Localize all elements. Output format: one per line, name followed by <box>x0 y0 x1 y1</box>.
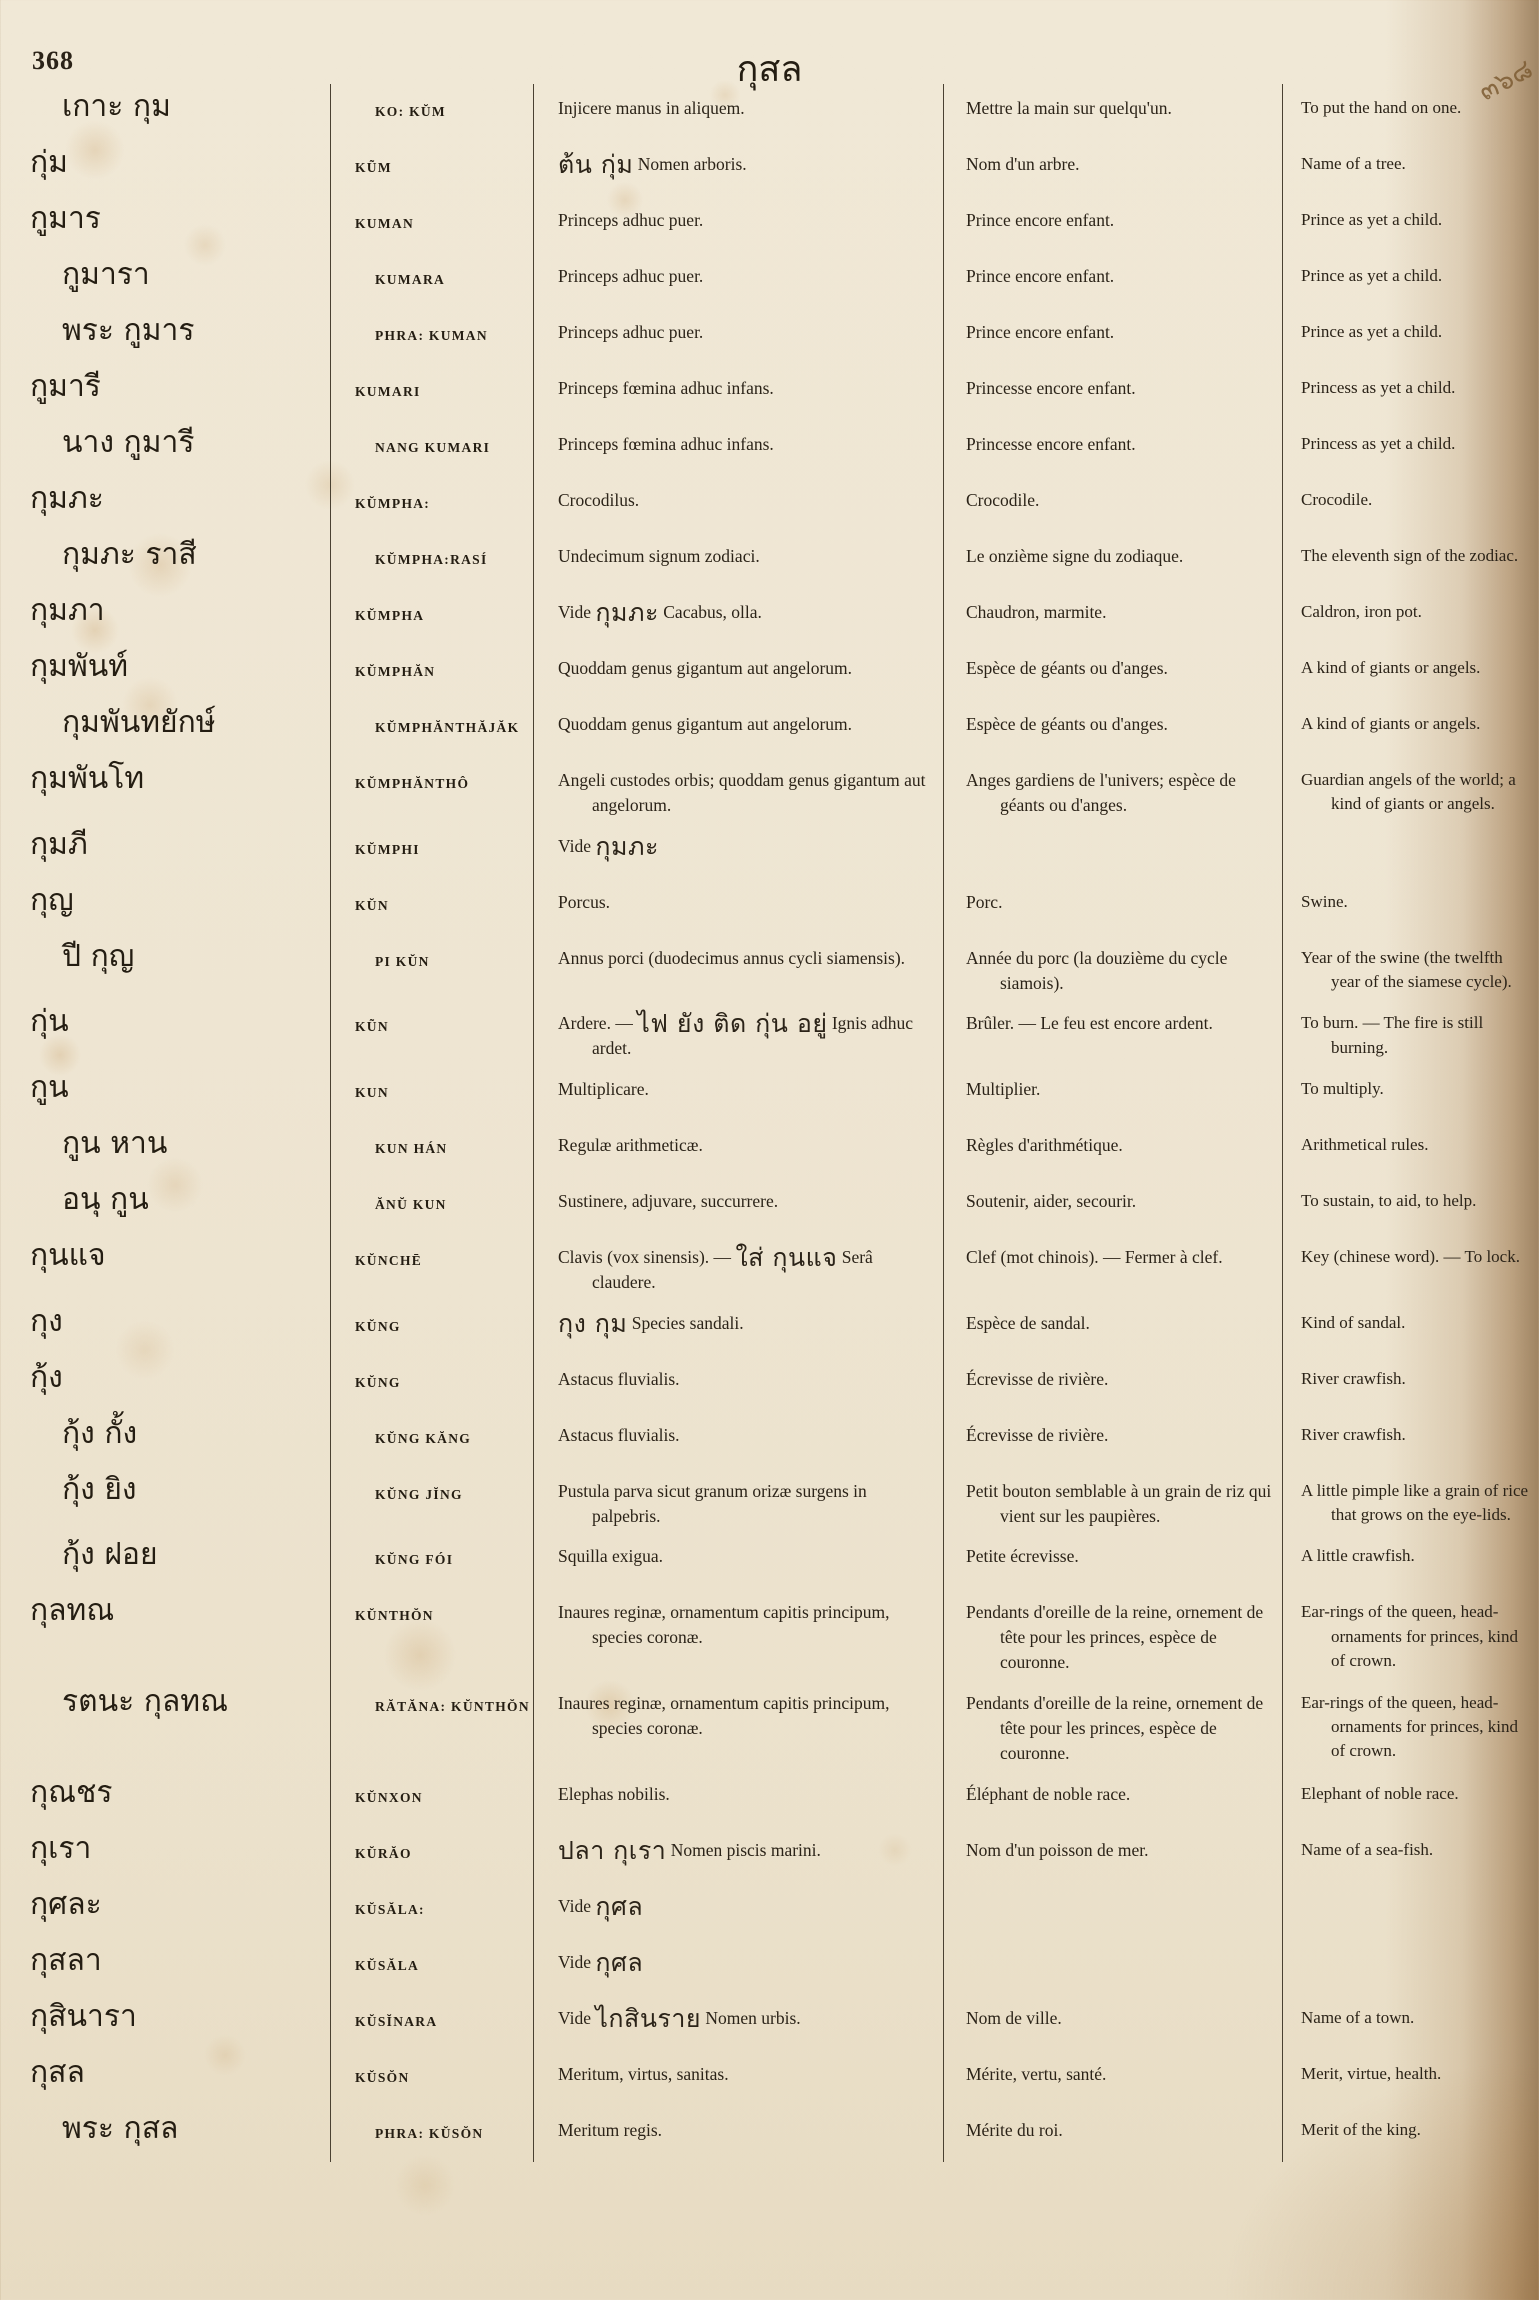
english-definition: Prince as yet a child. <box>1282 196 1539 252</box>
latin-definition <box>533 878 943 934</box>
romanization: KO: KŬM <box>330 84 533 140</box>
dict-row <box>0 1233 1539 1299</box>
romanization: PI KŬN <box>330 934 533 1000</box>
dict-row <box>0 1994 1539 2050</box>
french-definition: Mérite du roi. <box>943 2106 1282 2162</box>
latin-text: Vide <box>558 602 596 622</box>
dict-row <box>0 308 1539 364</box>
english-definition: A little crawfish. <box>1282 1532 1539 1588</box>
latin-definition <box>533 252 943 308</box>
thai-headword: ปี กุญ <box>62 938 135 974</box>
romanization: KŬMPHA: <box>330 476 533 532</box>
latin-text: Ignis adhuc ardet. <box>592 1013 914 1059</box>
latin-text: Vide <box>558 1895 596 1916</box>
french-definition: Écrevisse de rivière. <box>943 1355 1282 1411</box>
thai-headword: กุมพันทยักษ์ <box>62 705 216 740</box>
latin-text: Squilla exigua. <box>558 1546 663 1567</box>
latin-text: Porcus. <box>558 891 611 912</box>
french-definition: Écrevisse de rivière. <box>943 1411 1282 1467</box>
french-definition: Espèce de géants ou d'anges. <box>943 700 1282 756</box>
latin-definition <box>533 196 943 252</box>
dict-row <box>0 934 1539 1000</box>
thai-headword: กุญ <box>30 882 74 918</box>
dict-row <box>0 140 1539 196</box>
latin-definition <box>533 700 943 756</box>
latin-text: Clavis (vox sinensis). — <box>558 1247 736 1268</box>
thai-headword: กุ้ง <box>30 1359 63 1395</box>
dict-row <box>0 2050 1539 2106</box>
french-definition: Pendants d'oreille de la reine, ornement de tête pour les princes, espèce de couronne. <box>943 1679 1282 1770</box>
latin-definition <box>533 532 943 588</box>
page-title: กุสล <box>736 49 803 90</box>
latin-definition <box>533 1938 943 1994</box>
romanization: KŬSĂLA: <box>330 1882 533 1938</box>
thai-inline-text: ใส่ กุนแจ <box>735 1243 838 1273</box>
handwritten-folio: ๓๖๘ <box>1473 53 1538 108</box>
english-definition: Merit, virtue, health. <box>1282 2050 1539 2106</box>
romanization: KUN <box>330 1065 533 1121</box>
french-definition: Brûler. — Le feu est encore ardent. <box>943 999 1282 1065</box>
english-definition: A kind of giants or angels. <box>1282 700 1539 756</box>
latin-text: Annus porci (duodecimus annus cycli siamensis). <box>558 947 906 968</box>
latin-text: Vide <box>558 2007 596 2028</box>
french-definition: Petit bouton semblable à un grain de riz qui vient sur les paupières. <box>943 1467 1282 1533</box>
latin-text: Meritum regis. <box>558 2119 663 2140</box>
english-definition: A kind of giants or angels. <box>1282 644 1539 700</box>
latin-text: Princeps fœmina adhuc infans. <box>558 434 774 454</box>
latin-text: Angeli custodes orbis; quoddam genus gigantum aut angelorum. <box>558 770 926 815</box>
thai-inline-text: ไฟ ยัง ติด กุ่น อยู่ <box>637 1009 828 1039</box>
english-definition: Prince as yet a child. <box>1282 252 1539 308</box>
english-definition: River crawfish. <box>1282 1411 1539 1467</box>
thai-headword: กุมภี <box>30 826 88 862</box>
latin-text: Cacabus, olla. <box>658 602 762 622</box>
latin-text: Astacus fluvialis. <box>558 1368 680 1389</box>
thai-headword: กุลทณ <box>30 1593 115 1629</box>
latin-text: Inaures reginæ, ornamentum capitis principum, species coronæ. <box>558 1602 890 1648</box>
latin-text: Sustinere, adjuvare, succurrere. <box>558 1191 779 1212</box>
latin-text: Undecimum signum zodiaci. <box>558 546 760 566</box>
thai-headword: กุง <box>30 1303 63 1339</box>
french-definition: Crocodile. <box>943 476 1282 532</box>
thai-headword: กุ่ม <box>30 145 68 180</box>
latin-text: Vide <box>558 835 596 856</box>
thai-headword: กุ่น <box>30 1004 69 1040</box>
latin-text: Serâ claudere. <box>592 1247 873 1292</box>
french-definition <box>943 1882 1282 1938</box>
french-definition: Mettre la main sur quelqu'un. <box>943 84 1282 140</box>
dict-row <box>0 1411 1539 1467</box>
french-definition: Porc. <box>943 878 1282 934</box>
latin-definition <box>533 1770 943 1826</box>
dict-row <box>0 532 1539 588</box>
french-definition: Petite écrevisse. <box>943 1532 1282 1588</box>
latin-text: Princeps fœmina adhuc infans. <box>558 378 774 398</box>
thai-headword: กุนแจ <box>30 1238 106 1274</box>
english-definition: Year of the swine (the twelfth year of the siamese cycle). <box>1282 934 1539 1000</box>
latin-definition <box>533 1233 943 1299</box>
latin-definition <box>533 1121 943 1177</box>
latin-text: Princeps adhuc puer. <box>558 322 704 342</box>
french-definition: Espèce de géants ou d'anges. <box>943 644 1282 700</box>
dict-row <box>0 364 1539 420</box>
latin-definition <box>533 2050 943 2106</box>
dict-row <box>0 1882 1539 1938</box>
latin-definition <box>533 1882 943 1938</box>
thai-inline-text: กุศล <box>595 1947 644 1977</box>
latin-definition <box>533 84 943 140</box>
dict-row <box>0 878 1539 934</box>
english-definition: Guardian angels of the world; a kind of giants or angels. <box>1282 756 1539 822</box>
romanization: KŬMPHA <box>330 588 533 644</box>
dict-row <box>0 84 1539 140</box>
romanization: KŬMPHĂNTHÔ <box>330 756 533 822</box>
french-definition: Année du porc (la douzième du cycle siamois). <box>943 934 1282 1000</box>
romanization: KŬRĂO <box>330 1826 533 1882</box>
french-definition: Espèce de sandal. <box>943 1299 1282 1355</box>
english-definition: Crocodile. <box>1282 476 1539 532</box>
french-definition: Clef (mot chinois). — Fermer à clef. <box>943 1233 1282 1299</box>
dict-row <box>0 2106 1539 2162</box>
french-definition: Anges gardiens de l'univers; espèce de géants ou d'anges. <box>943 756 1282 822</box>
french-definition: Nom d'un arbre. <box>943 140 1282 196</box>
thai-headword: กูน <box>30 1070 69 1106</box>
latin-definition <box>533 934 943 1000</box>
french-definition: Éléphant de noble race. <box>943 1770 1282 1826</box>
latin-definition <box>533 999 943 1065</box>
latin-definition <box>533 308 943 364</box>
dict-row <box>0 1770 1539 1826</box>
romanization: KŬNG <box>330 1355 533 1411</box>
latin-definition <box>533 1826 943 1882</box>
french-definition <box>943 1938 1282 1994</box>
romanization: NANG KUMARI <box>330 420 533 476</box>
english-definition: Kind of sandal. <box>1282 1299 1539 1355</box>
latin-definition <box>533 1355 943 1411</box>
latin-text: Princeps adhuc puer. <box>558 210 704 230</box>
latin-definition <box>533 644 943 700</box>
thai-inline-text: กุศล <box>595 1891 644 1921</box>
dict-row <box>0 1355 1539 1411</box>
latin-definition <box>533 1532 943 1588</box>
latin-definition <box>533 1177 943 1233</box>
french-definition: Princesse encore enfant. <box>943 364 1282 420</box>
thai-headword: กูมาร <box>30 201 101 236</box>
thai-headword: กุมภะ <box>30 481 104 516</box>
dict-row <box>0 588 1539 644</box>
french-definition: Soutenir, aider, secourir. <box>943 1177 1282 1233</box>
romanization: KŨM <box>330 140 533 196</box>
romanization: KUMARA <box>330 252 533 308</box>
thai-headword: กูมารา <box>62 257 150 292</box>
thai-headword: กุสล <box>30 2054 85 2090</box>
thai-inline-text: กุง กุม <box>558 1308 628 1338</box>
thai-inline-text: ปลา กุเรา <box>558 1835 667 1865</box>
romanization: KŬMPHĂN <box>330 644 533 700</box>
french-definition: Pendants d'oreille de la reine, ornement de tête pour les princes, espèce de couronne. <box>943 1588 1282 1679</box>
english-definition: Ear-rings of the queen, head-ornaments for princes, kind of crown. <box>1282 1679 1539 1770</box>
thai-headword: กูน หาน <box>62 1126 168 1162</box>
thai-headword: กุมพันท์ <box>30 649 128 684</box>
romanization: KŬNG KĂNG <box>330 1411 533 1467</box>
dict-row <box>0 420 1539 476</box>
english-definition: Ear-rings of the queen, head-ornaments for princes, kind of crown. <box>1282 1588 1539 1679</box>
dict-row <box>0 1467 1539 1533</box>
romanization: ĂNŬ KUN <box>330 1177 533 1233</box>
latin-definition <box>533 588 943 644</box>
english-definition: Merit of the king. <box>1282 2106 1539 2162</box>
latin-text: Vide <box>558 1951 596 1972</box>
english-definition: To put the hand on one. <box>1282 84 1539 140</box>
latin-definition <box>533 140 943 196</box>
french-definition: Nom d'un poisson de mer. <box>943 1826 1282 1882</box>
romanization: KŬSŎN <box>330 2050 533 2106</box>
romanization: KŬNG JĬNG <box>330 1467 533 1533</box>
romanization: KŬNG FÓI <box>330 1532 533 1588</box>
french-definition: Le onzième signe du zodiaque. <box>943 532 1282 588</box>
thai-headword: กุ้ง กั้ง <box>62 1415 138 1451</box>
latin-text: Elephas nobilis. <box>558 1783 670 1804</box>
dict-row <box>0 1065 1539 1121</box>
english-definition: Name of a sea-fish. <box>1282 1826 1539 1882</box>
english-definition: Prince as yet a child. <box>1282 308 1539 364</box>
latin-text: Nomen piscis marini. <box>666 1839 821 1860</box>
thai-inline-text: กุมภะ <box>595 831 659 861</box>
latin-text: Meritum, virtus, sanitas. <box>558 2063 729 2084</box>
english-definition <box>1282 822 1539 878</box>
thai-headword: กุ้ง ฝอย <box>62 1537 158 1573</box>
thai-headword: อนุ กูน <box>62 1182 149 1218</box>
thai-headword: พระ กูมาร <box>62 313 195 348</box>
romanization: KUMARI <box>330 364 533 420</box>
french-definition: Mérite, vertu, santé. <box>943 2050 1282 2106</box>
thai-headword: นาง กูมารี <box>62 425 195 460</box>
latin-definition <box>533 1994 943 2050</box>
french-definition: Nom de ville. <box>943 1994 1282 2050</box>
dict-row <box>0 822 1539 878</box>
romanization: KŨN <box>330 999 533 1065</box>
romanization: KUN HÁN <box>330 1121 533 1177</box>
thai-headword: กุสลา <box>30 1942 102 1978</box>
english-definition: The eleventh sign of the zodiac. <box>1282 532 1539 588</box>
latin-definition <box>533 1065 943 1121</box>
latin-text: Pustula parva sicut granum orizæ surgens in palpebris. <box>558 1480 867 1526</box>
french-definition: Multiplier. <box>943 1065 1282 1121</box>
dict-row <box>0 1679 1539 1770</box>
latin-text: Injicere manus in aliquem. <box>558 98 745 118</box>
latin-text: Quoddam genus gigantum aut angelorum. <box>558 714 853 734</box>
latin-text: Crocodilus. <box>558 490 640 510</box>
dictionary-table <box>0 84 1539 2162</box>
romanization: KŬMPHĂNTHĂJĂK <box>330 700 533 756</box>
latin-definition <box>533 2106 943 2162</box>
french-definition: Prince encore enfant. <box>943 252 1282 308</box>
latin-text: Astacus fluvialis. <box>558 1424 680 1445</box>
dict-row <box>0 1177 1539 1233</box>
latin-definition <box>533 1588 943 1679</box>
english-definition: Elephant of noble race. <box>1282 1770 1539 1826</box>
english-definition: To sustain, to aid, to help. <box>1282 1177 1539 1233</box>
latin-text: Inaures reginæ, ornamentum capitis principum, species coronæ. <box>558 1692 890 1738</box>
romanization: KŬNTHŎN <box>330 1588 533 1679</box>
romanization: KUMAN <box>330 196 533 252</box>
french-definition: Prince encore enfant. <box>943 196 1282 252</box>
thai-inline-text: กุมภะ <box>595 598 659 627</box>
latin-text: Nomen arboris. <box>633 154 747 174</box>
thai-headword: พระ กุสล <box>62 2110 179 2146</box>
latin-text: Species sandali. <box>627 1312 744 1333</box>
romanization: KŬSĂLA <box>330 1938 533 1994</box>
english-definition <box>1282 1938 1539 1994</box>
dict-row <box>0 644 1539 700</box>
english-definition: Princess as yet a child. <box>1282 364 1539 420</box>
latin-definition <box>533 476 943 532</box>
latin-definition <box>533 1411 943 1467</box>
french-definition: Règles d'arithmétique. <box>943 1121 1282 1177</box>
english-definition: Swine. <box>1282 878 1539 934</box>
romanization: KŬNXON <box>330 1770 533 1826</box>
romanization: PHRA: KŬSŎN <box>330 2106 533 2162</box>
latin-text: Nomen urbis. <box>701 2007 801 2028</box>
romanization: KŬMPHI <box>330 822 533 878</box>
thai-inline-text: ไกสินราย <box>595 2003 702 2033</box>
romanization: KŬSĬNARA <box>330 1994 533 2050</box>
french-definition <box>943 822 1282 878</box>
latin-definition <box>533 364 943 420</box>
latin-definition <box>533 420 943 476</box>
romanization: RĂTĂNA: KŬNTHŎN <box>330 1679 533 1770</box>
thai-headword: กุศละ <box>30 1886 102 1922</box>
english-definition: Name of a tree. <box>1282 140 1539 196</box>
latin-definition <box>533 756 943 822</box>
latin-definition <box>533 822 943 878</box>
thai-headword: กุเรา <box>30 1830 92 1866</box>
latin-text: Princeps adhuc puer. <box>558 266 704 286</box>
thai-headword: กุ้ง ยิง <box>62 1471 137 1507</box>
english-definition: To multiply. <box>1282 1065 1539 1121</box>
romanization: PHRA: KUMAN <box>330 308 533 364</box>
french-definition: Princesse encore enfant. <box>943 420 1282 476</box>
dict-row <box>0 196 1539 252</box>
thai-headword: กุมพันโท <box>30 761 145 796</box>
dict-row <box>0 476 1539 532</box>
dict-row <box>0 999 1539 1065</box>
dict-row <box>0 1121 1539 1177</box>
dict-row <box>0 756 1539 822</box>
dict-row <box>0 700 1539 756</box>
latin-text: Ardere. — <box>558 1013 638 1034</box>
romanization: KŬMPHA:RASÍ <box>330 532 533 588</box>
thai-headword: เกาะ กุม <box>62 89 171 124</box>
thai-inline-text: ต้น กุ่ม <box>558 150 634 179</box>
french-definition: Prince encore enfant. <box>943 308 1282 364</box>
dict-row <box>0 1938 1539 1994</box>
english-definition: Princess as yet a child. <box>1282 420 1539 476</box>
thai-headword: รตนะ กุลทณ <box>62 1683 228 1719</box>
english-definition: To burn. — The fire is still burning. <box>1282 999 1539 1065</box>
romanization: KŬN <box>330 878 533 934</box>
english-definition: River crawfish. <box>1282 1355 1539 1411</box>
english-definition: Name of a town. <box>1282 1994 1539 2050</box>
thai-headword: กุสินารา <box>30 1998 137 2034</box>
thai-headword: กุมภะ ราสี <box>62 537 197 572</box>
thai-headword: กุณชร <box>30 1774 113 1810</box>
english-definition: Arithmetical rules. <box>1282 1121 1539 1177</box>
latin-text: Multiplicare. <box>558 1079 649 1100</box>
dict-row <box>0 1588 1539 1679</box>
english-definition: A little pimple like a grain of rice that grows on the eye-lids. <box>1282 1467 1539 1533</box>
french-definition: Chaudron, marmite. <box>943 588 1282 644</box>
latin-text: Regulæ arithmeticæ. <box>558 1135 703 1156</box>
dict-row <box>0 1826 1539 1882</box>
latin-definition <box>533 1467 943 1533</box>
dict-row <box>0 252 1539 308</box>
romanization: KŬNG <box>330 1299 533 1355</box>
thai-headword: กูมารี <box>30 369 101 404</box>
latin-definition <box>533 1299 943 1355</box>
page-number: 368 <box>32 46 74 75</box>
dict-row <box>0 1532 1539 1588</box>
thai-headword: กุมภา <box>30 593 105 628</box>
dict-row <box>0 1299 1539 1355</box>
english-definition <box>1282 1882 1539 1938</box>
romanization: KŬNCHĒ <box>330 1233 533 1299</box>
latin-definition <box>533 1679 943 1770</box>
english-definition: Key (chinese word). — To lock. <box>1282 1233 1539 1299</box>
latin-text: Quoddam genus gigantum aut angelorum. <box>558 658 853 678</box>
english-definition: Caldron, iron pot. <box>1282 588 1539 644</box>
